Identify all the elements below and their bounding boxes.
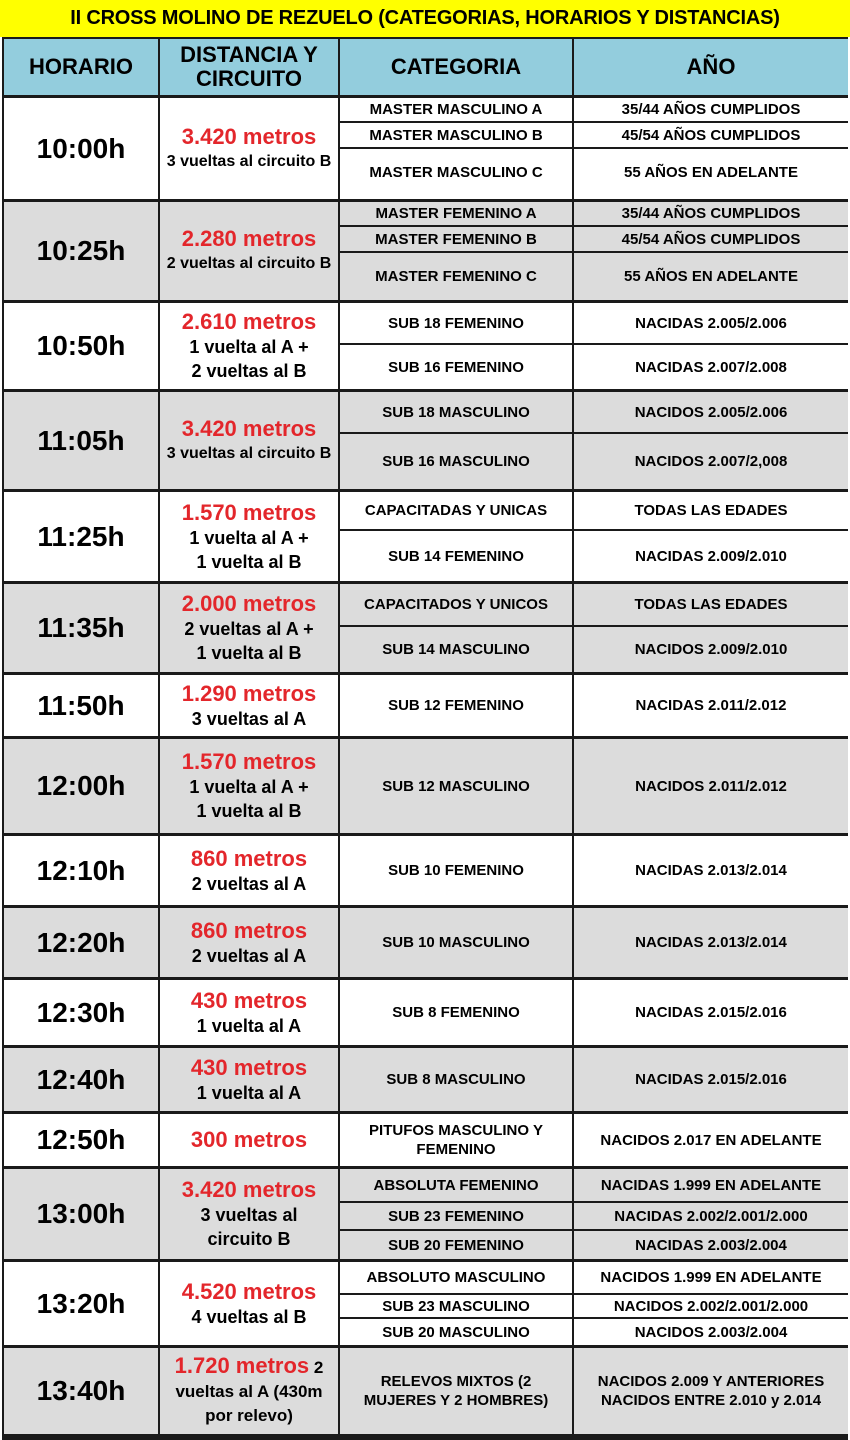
row-meters: 2.000 metros <box>181 591 317 616</box>
row-categories <box>340 392 572 492</box>
category-item: MASTER FEMENINO A <box>340 202 572 227</box>
row-meters: 2.610 metros <box>181 309 317 334</box>
row-time: 12:20h <box>4 908 158 980</box>
row-time: 13:20h <box>4 1262 158 1348</box>
year-item: TODAS LAS EDADES <box>574 584 848 627</box>
row-years <box>574 1114 848 1169</box>
row-circuit-line: 1 vuelta al A + <box>189 337 309 357</box>
page-title: II CROSS MOLINO DE REZUELO (CATEGORIAS, HORARIOS Y DISTANCIAS) <box>0 0 850 37</box>
row-meters: 860 metros <box>190 845 308 871</box>
header-categoria: CATEGORIA <box>340 39 572 98</box>
year-item: NACIDAS 2.005/2.006 <box>574 303 848 345</box>
row-years <box>574 675 848 739</box>
row-categories <box>340 908 572 980</box>
row-years <box>574 739 848 836</box>
year-item: NACIDAS 2.013/2.014 <box>635 934 787 951</box>
category-item: SUB 8 FEMENINO <box>392 1004 520 1021</box>
row-meters: 1.720 metros <box>174 1353 310 1378</box>
row-meters: 860 metros <box>190 917 308 943</box>
row-circuit-line: 2 vueltas al circuito B <box>166 255 332 272</box>
year-item: NACIDAS 2.011/2.012 <box>635 697 787 714</box>
row-circuit-line: circuito B <box>207 1229 291 1249</box>
category-item: MASTER FEMENINO B <box>340 227 572 253</box>
row-years <box>574 492 848 584</box>
row-distance <box>160 1262 338 1348</box>
row-distance <box>160 1048 338 1114</box>
row-time: 12:30h <box>4 980 158 1048</box>
row-categories <box>340 1114 572 1169</box>
row-distance <box>160 1169 338 1262</box>
row-distance <box>160 1348 338 1437</box>
year-item: NACIDOS 1.999 EN ADELANTE <box>574 1262 848 1295</box>
category-item: MASTER MASCULINO A <box>340 98 572 123</box>
row-categories <box>340 303 572 392</box>
row-years <box>574 1048 848 1114</box>
row-circuit-line: 1 vuelta al A + <box>189 777 309 797</box>
year-item: TODAS LAS EDADES <box>574 492 848 531</box>
row-time: 10:25h <box>4 202 158 303</box>
row-meters: 1.570 metros <box>181 499 317 525</box>
year-item: NACIDAS 2.009/2.010 <box>635 547 787 565</box>
year-item: 35/44 AÑOS CUMPLIDOS <box>574 98 848 123</box>
row-circuit-line: 2 vueltas al A <box>191 945 307 966</box>
row-meters: 1.290 metros <box>181 680 317 706</box>
row-circuit-line: 4 vueltas al B <box>191 1306 307 1327</box>
header-horario: HORARIO <box>4 39 158 98</box>
row-time: 10:50h <box>4 303 158 392</box>
category-item: RELEVOS MIXTOS (2 MUJERES Y 2 HOMBRES) <box>363 1373 549 1409</box>
row-circuit-line: 3 vueltas al circuito B <box>166 152 332 170</box>
row-years <box>574 584 848 675</box>
row-meters: 300 metros <box>190 1127 308 1152</box>
header-anio: AÑO <box>574 39 848 98</box>
year-item: NACIDOS 2.017 EN ADELANTE <box>600 1131 822 1149</box>
row-circuit-line: 1 vuelta al B <box>196 551 302 572</box>
row-years <box>574 836 848 908</box>
row-time: 10:00h <box>4 98 158 202</box>
year-item: NACIDOS 2.005/2.006 <box>574 392 848 434</box>
category-item: SUB 23 FEMENINO <box>340 1203 572 1231</box>
row-meters: 430 metros <box>190 987 308 1013</box>
row-meters: 1.570 metros <box>181 749 317 774</box>
category-item: SUB 16 FEMENINO <box>388 358 524 376</box>
row-circuit-line: 1 vuelta al A + <box>189 527 309 548</box>
row-distance <box>160 1114 338 1169</box>
row-distance <box>160 584 338 675</box>
category-item: PITUFOS MASCULINO Y FEMENINO <box>369 1122 543 1158</box>
year-item: NACIDOS 2.009/2.010 <box>634 641 788 658</box>
row-time: 12:10h <box>4 836 158 908</box>
category-item: SUB 14 FEMENINO <box>388 547 524 565</box>
year-item: NACIDOS 2.011/2.012 <box>635 777 787 795</box>
row-circuit-line: 1 vuelta al B <box>196 643 302 663</box>
category-item: SUB 20 MASCULINO <box>382 1323 530 1341</box>
row-time: 13:00h <box>4 1169 158 1262</box>
row-categories <box>340 98 572 202</box>
row-circuit-line: 2 vueltas al A <box>191 873 307 894</box>
row-circuit-line: 3 vueltas al circuito B <box>166 444 332 462</box>
category-item: SUB 23 MASCULINO <box>340 1295 572 1319</box>
row-meters: 3.420 metros <box>181 415 317 441</box>
row-years <box>574 908 848 980</box>
row-years <box>574 98 848 202</box>
year-item: NACIDOS 2.009 Y ANTERIORES NACIDOS ENTRE 2.010 y 2.014 <box>597 1373 825 1409</box>
row-distance <box>160 980 338 1048</box>
row-meters: 4.520 metros <box>181 1278 317 1304</box>
row-time: 11:25h <box>4 492 158 584</box>
category-item: CAPACITADAS Y UNICAS <box>340 492 572 531</box>
category-item: SUB 18 FEMENINO <box>340 303 572 345</box>
row-categories <box>340 836 572 908</box>
row-years <box>574 1348 848 1437</box>
category-item: MASTER MASCULINO C <box>369 164 543 181</box>
row-distance <box>160 392 338 492</box>
year-item: NACIDOS 2.003/2.004 <box>634 1323 788 1341</box>
year-item: NACIDAS 2.002/2.001/2.000 <box>574 1203 848 1231</box>
row-distance <box>160 303 338 392</box>
row-circuit-line: 2 vueltas al A + <box>184 619 314 639</box>
row-distance <box>160 908 338 980</box>
row-circuit-line: 1 vuelta al B <box>196 801 302 821</box>
category-item: SUB 18 MASCULINO <box>340 392 572 434</box>
row-years <box>574 392 848 492</box>
row-time: 11:50h <box>4 675 158 739</box>
year-item: NACIDOS 2.007/2,008 <box>634 453 788 470</box>
row-years <box>574 303 848 392</box>
year-item: NACIDOS 2.002/2.001/2.000 <box>574 1295 848 1319</box>
schedule-table <box>2 37 848 1440</box>
year-item: 55 AÑOS EN ADELANTE <box>624 164 798 181</box>
row-distance <box>160 739 338 836</box>
year-item: 45/54 AÑOS CUMPLIDOS <box>574 123 848 149</box>
year-item: NACIDAS 2.003/2.004 <box>635 1236 787 1254</box>
category-item: MASTER FEMENINO C <box>375 268 537 285</box>
row-distance <box>160 675 338 739</box>
row-time: 12:00h <box>4 739 158 836</box>
category-item: SUB 10 FEMENINO <box>388 862 524 879</box>
category-item: SUB 12 FEMENINO <box>388 697 524 714</box>
row-years <box>574 1169 848 1262</box>
row-meters: 3.420 metros <box>181 123 317 149</box>
row-categories <box>340 1169 572 1262</box>
year-item: NACIDAS 2.015/2.016 <box>635 1004 787 1021</box>
row-time: 13:40h <box>4 1348 158 1437</box>
row-categories <box>340 675 572 739</box>
year-item: NACIDAS 2.015/2.016 <box>635 1071 787 1088</box>
row-distance <box>160 836 338 908</box>
row-circuit-line: 3 vueltas al A <box>191 708 307 729</box>
row-categories <box>340 202 572 303</box>
year-item: NACIDAS 2.013/2.014 <box>635 862 787 879</box>
category-item: ABSOLUTO MASCULINO <box>340 1262 572 1295</box>
category-item: SUB 12 MASCULINO <box>382 777 530 795</box>
row-distance <box>160 492 338 584</box>
row-distance <box>160 98 338 202</box>
row-categories <box>340 980 572 1048</box>
row-circuit-line: 1 vuelta al A <box>196 1015 302 1036</box>
category-item: SUB 14 MASCULINO <box>382 641 530 658</box>
category-item: CAPACITADOS Y UNICOS <box>340 584 572 627</box>
category-item: SUB 8 MASCULINO <box>386 1071 526 1088</box>
year-item: 45/54 AÑOS CUMPLIDOS <box>574 227 848 253</box>
row-categories <box>340 492 572 584</box>
row-time: 11:35h <box>4 584 158 675</box>
row-distance-text <box>162 1354 336 1428</box>
year-item: 35/44 AÑOS CUMPLIDOS <box>574 202 848 227</box>
category-item: ABSOLUTA FEMENINO <box>340 1169 572 1203</box>
row-circuit: 2 vueltas al A (430m por relevo) <box>175 1358 324 1425</box>
row-time: 11:05h <box>4 392 158 492</box>
category-item: MASTER MASCULINO B <box>340 123 572 149</box>
row-categories <box>340 584 572 675</box>
row-categories <box>340 739 572 836</box>
row-circuit-line: 3 vueltas al <box>200 1205 298 1225</box>
header-distancia: DISTANCIA Y CIRCUITO <box>160 39 338 98</box>
row-time: 12:50h <box>4 1114 158 1169</box>
row-years <box>574 980 848 1048</box>
row-categories <box>340 1348 572 1437</box>
row-years <box>574 202 848 303</box>
category-item: SUB 16 MASCULINO <box>382 453 530 470</box>
year-item: 55 AÑOS EN ADELANTE <box>624 268 798 285</box>
row-circuit-line: 1 vuelta al A <box>196 1082 302 1103</box>
row-circuit-line: 2 vueltas al B <box>191 361 307 381</box>
row-categories <box>340 1262 572 1348</box>
category-item: SUB 10 MASCULINO <box>382 934 530 951</box>
year-item: NACIDAS 2.007/2.008 <box>635 358 787 376</box>
row-categories <box>340 1048 572 1114</box>
row-years <box>574 1262 848 1348</box>
category-item: SUB 20 FEMENINO <box>388 1236 524 1254</box>
year-item: NACIDAS 1.999 EN ADELANTE <box>574 1169 848 1203</box>
row-meters: 2.280 metros <box>181 226 317 251</box>
row-meters: 430 metros <box>190 1054 308 1080</box>
row-time: 12:40h <box>4 1048 158 1114</box>
row-meters: 3.420 metros <box>181 1177 317 1202</box>
row-distance <box>160 202 338 303</box>
